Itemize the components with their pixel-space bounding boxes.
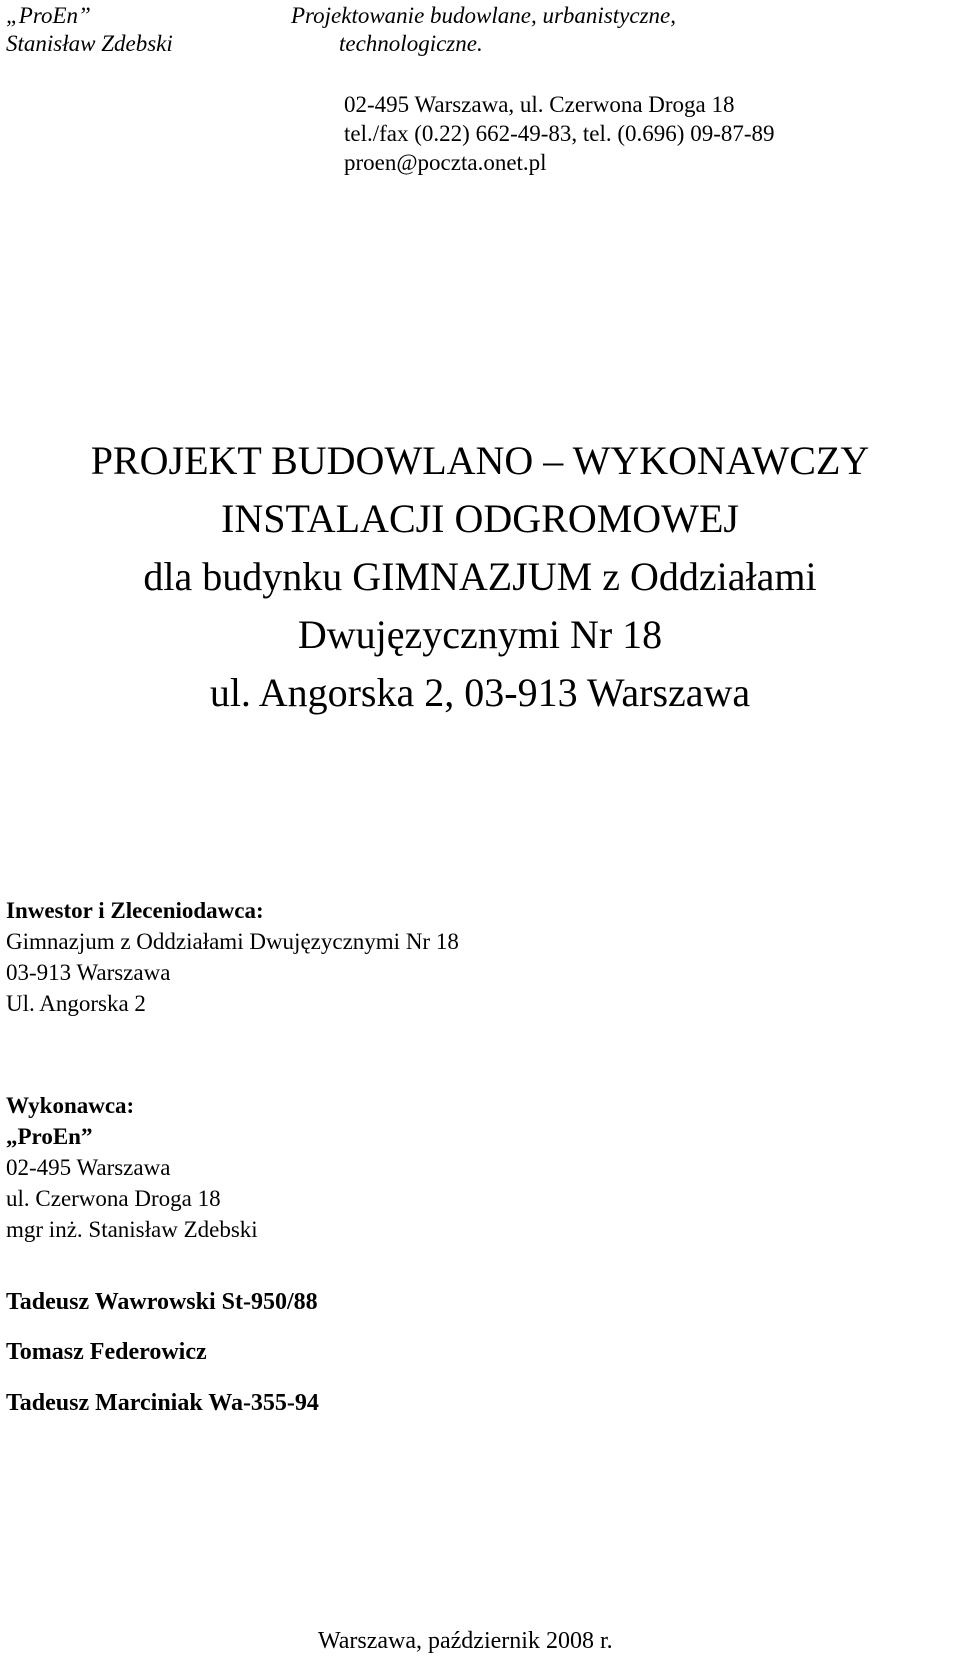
company-name: „ProEn”: [6, 3, 91, 28]
signatory-2: Tomasz Federowicz: [6, 1339, 207, 1365]
company-owner: Stanisław Zdebski: [6, 31, 173, 56]
contractor-city: 02-495 Warszawa: [6, 1155, 171, 1180]
document-title: [0, 432, 960, 722]
company-address: 02-495 Warszawa, ul. Czerwona Droga 18: [344, 92, 735, 117]
contractor-section: [6, 1090, 258, 1245]
contractor-person: mgr inż. Stanisław Zdebski: [6, 1217, 258, 1242]
contractor-heading: Wykonawca:: [6, 1093, 135, 1118]
title-line-4: Dwujęzycznymi Nr 18: [297, 612, 663, 657]
investor-street: Ul. Angorska 2: [6, 991, 146, 1016]
services-line-2: technologiczne.: [339, 31, 483, 56]
title-line-2: INSTALACJI ODGROMOWEJ: [221, 496, 739, 541]
services-line-1: Projektowanie budowlane, urbanistyczne,: [291, 3, 676, 28]
investor-name: Gimnazjum z Oddziałami Dwujęzycznymi Nr 18: [6, 929, 459, 954]
signatory-3: Tadeusz Marciniak Wa-355-94: [6, 1390, 319, 1416]
title-line-3: dla budynku GIMNAZJUM z Oddziałami: [143, 554, 817, 599]
title-line-5: ul. Angorska 2, 03-913 Warszawa: [209, 670, 751, 715]
title-line-1: PROJEKT BUDOWLANO – WYKONAWCZY: [90, 438, 870, 483]
investor-heading: Inwestor i Zleceniodawca:: [6, 898, 264, 923]
signatory-1: Tadeusz Wawrowski St-950/88: [6, 1289, 318, 1315]
company-email: proen@poczta.onet.pl: [344, 150, 547, 175]
contractor-street: ul. Czerwona Droga 18: [6, 1186, 221, 1211]
company-phone: tel./fax (0.22) 662-49-83, tel. (0.696) 09-87-89: [344, 121, 775, 146]
document-date: Warszawa, październik 2008 r.: [318, 1628, 613, 1654]
contractor-name: „ProEn”: [6, 1124, 93, 1149]
investor-section: [6, 895, 459, 1019]
investor-city: 03-913 Warszawa: [6, 960, 171, 985]
